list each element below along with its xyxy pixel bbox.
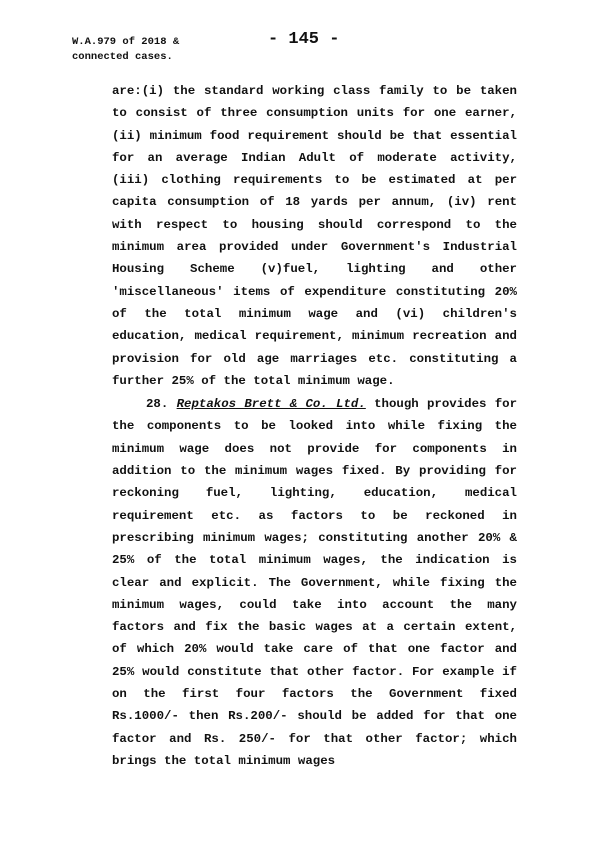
case-citation: Reptakos Brett & Co. Ltd. xyxy=(176,397,366,412)
paragraph-28-text: though provides for the components to be looked into while fixing the minimum wage does not provide for components in addition to the minimum wages fixed. By providing for reckoning fuel, lighting, education, medical requirement etc. as factors to be reckoned in prescribing minimum wages; constituting another 20% & 25% of the total minimum wages, the indication is clear and explicit. The Government, while fixing the minimum wages, could take into account the many factors and fix the basic wages at a certain extent, of which 20% would take care of that one factor and 25% would constitute that other factor. For example if on the first four factors the Government fixed Rs.1000/- then Rs.200/- should be added for that one factor and Rs. 250/- for that other factor; which brings the total minimum wages xyxy=(112,397,518,768)
paragraph-continued: are:(i) the standard working class family to be taken to consist of three consumption units for one earner, (ii) minimum food requirement should be that essential for an average Indian Adult of moderate activity, (iii) clothing requirements to be estimated at per capita consumption of 18 yards per annum, (iv) rent with respect to housing should correspond to the minimum area provided under Government's Industrial Housing Scheme (v)fuel, lighting and other 'miscellaneous' items of expenditure constituting 20% of the total minimum wage and (vi) children's education, medical requirement, minimum recreation and provision for old age marriages etc. constituting a further 25% of the total minimum wage. xyxy=(112,84,517,388)
case-reference-line-1: W.A.979 of 2018 & xyxy=(72,36,180,48)
page-number: - 145 - xyxy=(268,30,340,49)
paragraph-number: 28. xyxy=(146,397,169,412)
case-reference xyxy=(72,35,179,65)
case-reference-line-2: connected cases. xyxy=(72,51,173,63)
paragraph-28 xyxy=(112,393,517,772)
judgment-body xyxy=(112,80,517,772)
